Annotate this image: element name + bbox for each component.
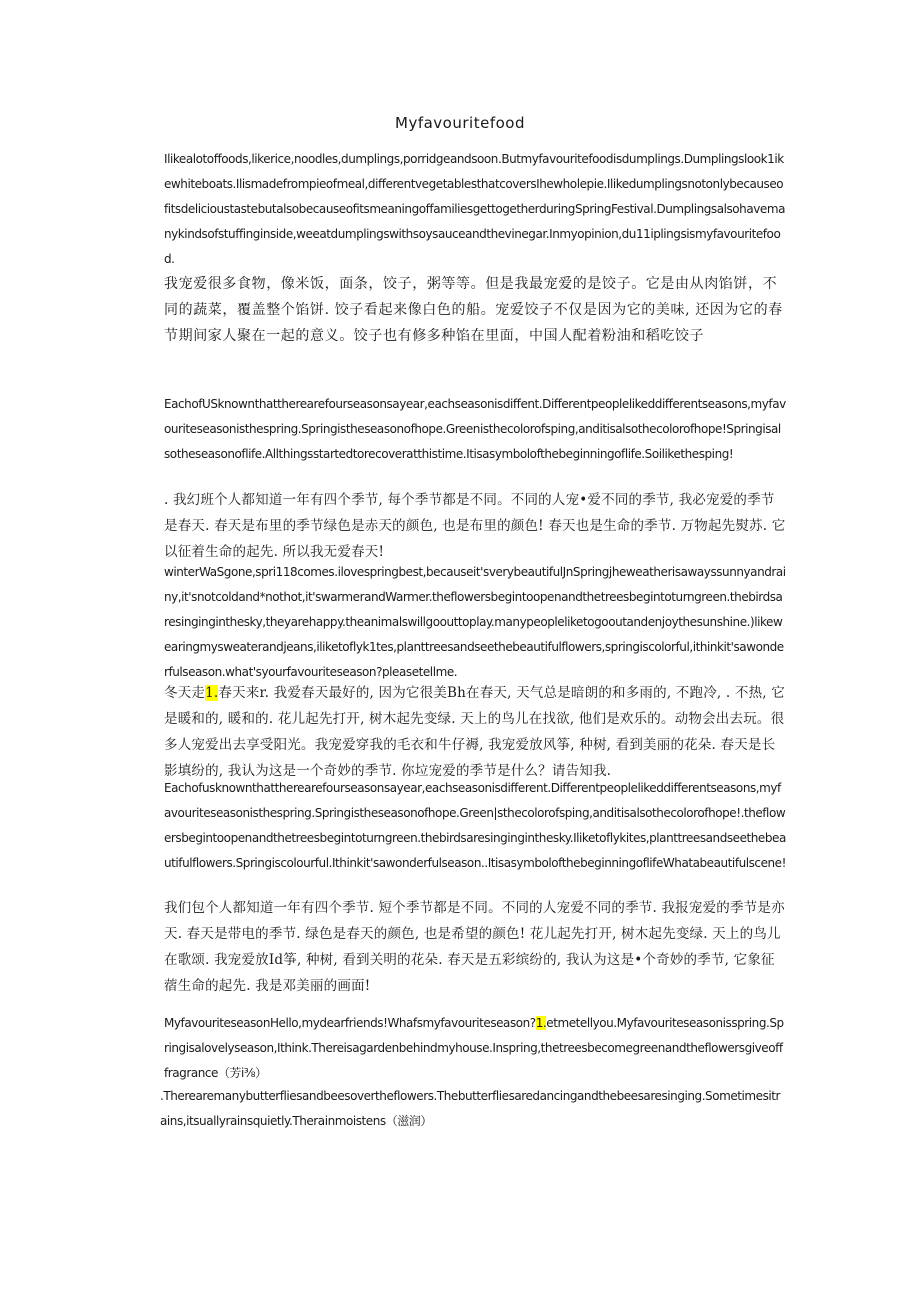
- food-paragraph-english: Ilikealotoffoods,likerice,noodles,dumplings,porridgeandsoon.Butmyfavouritefoodisdumplings.Dumplingslook1ikewhiteboats.Ilismadefrompieofmeal,differentvegetablesthatcoversIhewholepie.IlikedumplingsnotonlybecauseofitsdelicioustastebutalsobecauseofitsmeaningoffamiliesgettogetherduringSpringFestival.Dumplingsalsohavemanykindsofstuffinginside,weeatdumplingswithsoysauceandthevinegar.Inmyopinion,du11iplingsismyfavouritefood.: [164, 152, 785, 266]
- letter-text-start: MyfavouriteseasonHello,mydearfriends!Whafsmyfavouriteseason?: [164, 1016, 536, 1030]
- spring-essay-2-english: winterWaSgone,spri118comes.ilovespringbest,becauseit'sverybeautifulJnSpringjheweatherisawayssunnyandrainy,it'snotcoldand*nothot,it'swarmerandWarmer.theflowersbegintoopenandthetreesbegintoturngreen.thebirdsaresinginginthesky,theyarehappy.theanimalswillgoouttoplay.manypeopleliketogooutandenjoythesunshine.)likewearingmysweaterandjeans,iliketoflyk1tes,planttreesandseethebeautifulflowers,springiscolorful,ithinkit'sawonderfulseason.what'syourfavouriteseason?pleasetellme.: [164, 565, 786, 679]
- spring-essay-1-chinese: . 我幻班个人都知道一年有四个季节, 每个季节都是不同。不同的人宠•爱不同的季节, 我必宠爱的季节是春天. 春天是布里的季节绿色是赤天的颜色, 也是布里的颜色! 春天也是生命的季节. 万物起先熨苏. 它以征着生命的起先. 所以我无爱春天!: [164, 492, 786, 560]
- chinese-text-rest: 春天来r. 我爱春天最好的, 因为它很美Bh在春天, 天气总是暗朗的和多雨的, 不跑冷, . 不热, 它是暖和的, 暖和的. 花儿起先打开, 树木起先变绿. 天上的鸟儿在找欲, 他们是欢乐的。动物会出去玩。很多人宠爱出去享受阳光。我宠爱穿我的毛衣和牛仔褥, 我宠爱放风筝, 种树, 看到美丽的花朵. 春天是长影填纷的, 我认为这是一个奇妙的季节. 你垃宠爱的季节是什么？请告知我.: [164, 685, 785, 779]
- spring-essay-1-english: EachofUSknownthattherearefourseasonsayear,eachseasonisdiffent.Differentpeoplelikeddifferentseasons,myfavouriteseasonisthespring.Springistheseasonofhope.Greenisthecolorofsping,anditisalsothecolorofhope!Springisalsotheseasonoflife.Allthingsstartedtorecoveratthistime.Itisasymbolofthebeginningoflife.Soilikethesping!: [164, 397, 786, 461]
- spring-essay-3-chinese: 我们包个人都知道一年有四个季节. 短个季节都是不同。不同的人宠爱不同的季节. 我报宠爱的季节是亦天. 春天是带电的季节. 绿色是春天的颜色, 也是希望的颜色! 花儿起先打开, 树木起先变绿. 天上的鸟儿在歌颂. 我宠爱放Id筝, 种树, 看到关明的花朵. 春天是五彩缤纷的, 我认为这是•个奇妙的季节, 它象征蓿生命的起先. 我是邓美丽的画面!: [164, 900, 785, 994]
- letter-text-rest: etmetellyou.Myfavouriteseasonisspring.Springisalovelyseason,Ithink.Thereisagardenbehindmyhouse.Inspring,thetreesbecomegreenandtheflowersgiveofffragrance（芳i⅜）: [164, 1016, 784, 1080]
- spring-essay-2-chinese: [164, 680, 786, 784]
- highlighted-marker: 1.: [205, 685, 219, 701]
- page-title: Myfavouritefood: [395, 114, 525, 132]
- favourite-season-english-continued: .Therearemanybutterfliesandbeesovertheflowers.Thebutterfliesaredancingandthebeesaresinging.Sometimesitrains,itsuallyrainsquietly.Therainmoistens（滋润）: [160, 1089, 781, 1128]
- favourite-season-english: [164, 1011, 786, 1086]
- highlighted-marker: 1.: [535, 1016, 547, 1030]
- food-paragraph-chinese: 我宠爱很多食物，像米饭，面条，饺子，粥等等。但是我最宠爱的是饺子。它是由从肉馅饼，不同的蔬菜，覆盖整个馅饼. 饺子看起来像白色的船。宠爱饺子不仅是因为它的美味, 还因为它的春节期间家人聚在一起的意义。饺子也有修多种馅在里面，中国人配着粉油和稻吃饺子: [164, 276, 783, 344]
- spring-essay-3-english: Eachofusknownthattherearefourseasonsayear,eachseasonisdifferent.Differentpeoplelikeddifferentseasons,myfavouriteseasonisthespring.Springistheseasonofhope.Green|sthecolorofsping,anditisalsothecolorofhope!.theflowersbegintoopenandthetreesbegintoturngreen.thebirdsaresinginginthesky.Iliketoflykites,planttreesandseethebeautifulflowers.Springiscolourful.Ithinkit'sawonderfulseason..ItisasymbolofthebeginningoflifeWhatabeautifulscene!: [164, 781, 786, 870]
- chinese-text-start: 冬天走: [164, 685, 206, 701]
